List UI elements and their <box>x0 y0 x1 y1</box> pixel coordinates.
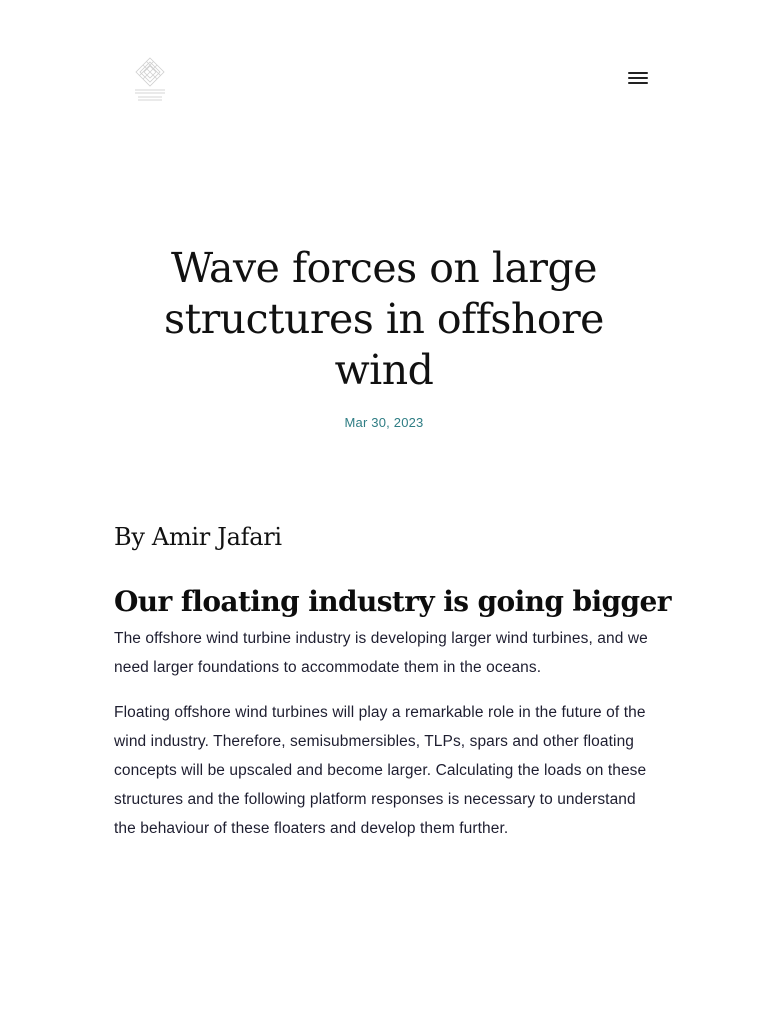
menu-button[interactable] <box>626 68 650 88</box>
author-byline: By Amir Jafari <box>114 523 282 551</box>
site-header <box>0 0 768 160</box>
article-body <box>114 518 671 843</box>
diamond-lattice-logo-icon <box>132 56 168 104</box>
page-title: Wave forces on large structures in offshore wind <box>164 244 604 394</box>
section-heading: Our floating industry is going bigger <box>114 585 671 618</box>
hamburger-menu-icon <box>628 72 648 74</box>
post-date: Mar 30, 2023 <box>344 415 424 430</box>
article-paragraph: Floating offshore wind turbines will play a remarkable role in the future of the wind industry. Therefore, semisubmersibles, TLPs, spars and other floating concepts will be upscaled and become larger. Calculating the loads on these structures and the following platform responses is necessary to understand the behaviour of these floaters and develop them further. <box>114 704 647 837</box>
article-paragraph: The offshore wind turbine industry is developing larger wind turbines, and we need larger foundations to accommodate them in the oceans. <box>114 630 648 676</box>
site-logo[interactable] <box>132 56 168 104</box>
